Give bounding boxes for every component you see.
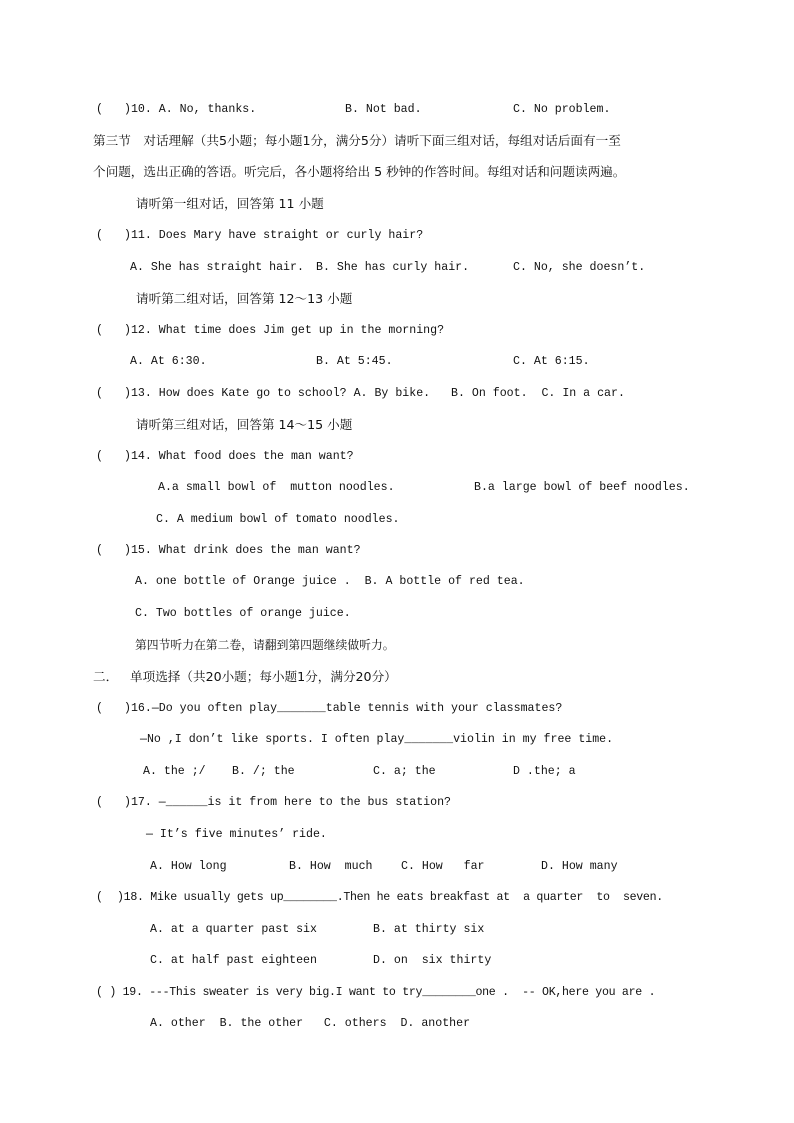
heading-text: 请听第二组对话，回答第 12～13 小题 xyxy=(136,291,353,306)
options: A. other B. the other C. others D. another xyxy=(150,1017,471,1030)
question-18-options-cont xyxy=(0,952,794,970)
question-text: )11. Does Mary have straight or curly hair? xyxy=(124,229,424,242)
option-a: A. at a quarter past six xyxy=(150,923,317,936)
answer-bracket: ( xyxy=(96,229,103,242)
question-16 xyxy=(0,700,794,718)
question-text: )14. What food does the man want? xyxy=(124,450,354,463)
part-two-heading xyxy=(0,668,794,686)
question-17-reply xyxy=(0,826,794,844)
option-a: A.a small bowl of mutton noodles. xyxy=(158,481,395,494)
part-title: 单项选择（共20小题；每小题1分，满分20分） xyxy=(130,669,397,684)
question-text: )16.—Do you often play_______table tennis with your classmates? xyxy=(124,702,563,715)
option-b: B. at thirty six xyxy=(373,923,485,936)
question-19 xyxy=(0,984,794,1002)
question-text: )17. —______is it from here to the bus station? xyxy=(124,796,451,809)
answer-bracket: ( xyxy=(96,891,103,904)
question-text: )13. How does Kate go to school? A. By bike. B. On foot. C. In a car. xyxy=(124,387,625,400)
option-c: C. at half past eighteen xyxy=(150,954,317,967)
option-c: C. No problem. xyxy=(513,103,611,116)
option-a: A. At 6:30. xyxy=(130,355,207,368)
heading-text: 请听第三组对话，回答第 14～15 小题 xyxy=(136,417,353,432)
option-a: A. She has straight hair. xyxy=(130,261,304,274)
answer-bracket: ( xyxy=(96,702,103,715)
question-12 xyxy=(0,322,794,340)
option-b: B. At 5:45. xyxy=(316,355,393,368)
question-10 xyxy=(0,101,794,119)
option-d: D. How many xyxy=(541,860,618,873)
dialogue-heading-2 xyxy=(0,290,794,308)
question-12-options xyxy=(0,353,794,371)
question-17-options xyxy=(0,858,794,876)
question-13 xyxy=(0,385,794,403)
section-instructions xyxy=(0,132,794,150)
question-text: )15. What drink does the man want? xyxy=(124,544,361,557)
option-c: C. Two bottles of orange juice. xyxy=(135,607,351,620)
option-a: A. the ;/ xyxy=(143,765,206,778)
question-19-options xyxy=(0,1015,794,1033)
question-15-options-cont xyxy=(0,605,794,623)
question-text: ( ) 19. ---This sweater is very big.I want to try________one . -- OK,here you are . xyxy=(96,986,656,999)
option-c: C. a; the xyxy=(373,765,436,778)
note-text: 第四节听力在第二卷，请翻到第四题继续做听力。 xyxy=(135,638,395,652)
answer-bracket: ( xyxy=(96,544,103,557)
question-17 xyxy=(0,794,794,812)
question-text: )12. What time does Jim get up in the morning? xyxy=(124,324,445,337)
option-b: B. How much xyxy=(289,860,373,873)
answer-bracket: ( xyxy=(96,103,103,116)
question-text: )10. A. No, thanks. xyxy=(124,103,257,116)
option-c: C. How far xyxy=(401,860,485,873)
answer-bracket: ( xyxy=(96,796,103,809)
question-16-options xyxy=(0,763,794,781)
reply-text: — It’s five minutes’ ride. xyxy=(146,828,327,841)
question-text: )18. Mike usually gets up________.Then he eats breakfast at a quarter to seven. xyxy=(117,891,663,904)
question-11 xyxy=(0,227,794,245)
option-d: D. on six thirty xyxy=(373,954,492,967)
option-b: B.a large bowl of beef noodles. xyxy=(474,481,690,494)
option-b: B. Not bad. xyxy=(345,103,422,116)
heading-text: 请听第一组对话，回答第 11 小题 xyxy=(136,196,324,211)
option-d: D .the; a xyxy=(513,765,576,778)
question-11-options xyxy=(0,259,794,277)
instruction-text: 个问题，选出正确的答语。听完后，各小题将给出 5 秒钟的作答时间。每组对话和问题读两遍。 xyxy=(93,164,626,179)
reply-text: —No ,I don’t like sports. I often play_______violin in my free time. xyxy=(140,733,614,746)
instruction-text: 第三节 对话理解（共5小题；每小题1分，满分5分）请听下面三组对话，每组对话后面有一至 xyxy=(93,133,621,148)
answer-bracket: ( xyxy=(96,387,103,400)
option-a: A. How long xyxy=(150,860,227,873)
question-16-reply xyxy=(0,731,794,749)
question-15-options xyxy=(0,573,794,591)
answer-bracket: ( xyxy=(96,450,103,463)
question-18-options xyxy=(0,921,794,939)
option-c: C. No, she doesn’t. xyxy=(513,261,646,274)
question-18 xyxy=(0,889,794,907)
question-14-options-cont xyxy=(0,511,794,529)
option-a-b: A. one bottle of Orange juice . B. A bottle of red tea. xyxy=(135,575,525,588)
dialogue-heading-1 xyxy=(0,195,794,213)
part-number: 二． xyxy=(93,669,119,684)
question-15 xyxy=(0,542,794,560)
option-c: C. At 6:15. xyxy=(513,355,590,368)
question-14 xyxy=(0,448,794,466)
answer-bracket: ( xyxy=(96,324,103,337)
question-14-options xyxy=(0,479,794,497)
option-b: B. She has curly hair. xyxy=(316,261,470,274)
section-instructions-cont xyxy=(0,163,794,181)
section-four-note xyxy=(0,636,794,654)
option-c: C. A medium bowl of tomato noodles. xyxy=(156,513,400,526)
option-b: B. /; the xyxy=(232,765,295,778)
dialogue-heading-3 xyxy=(0,416,794,434)
